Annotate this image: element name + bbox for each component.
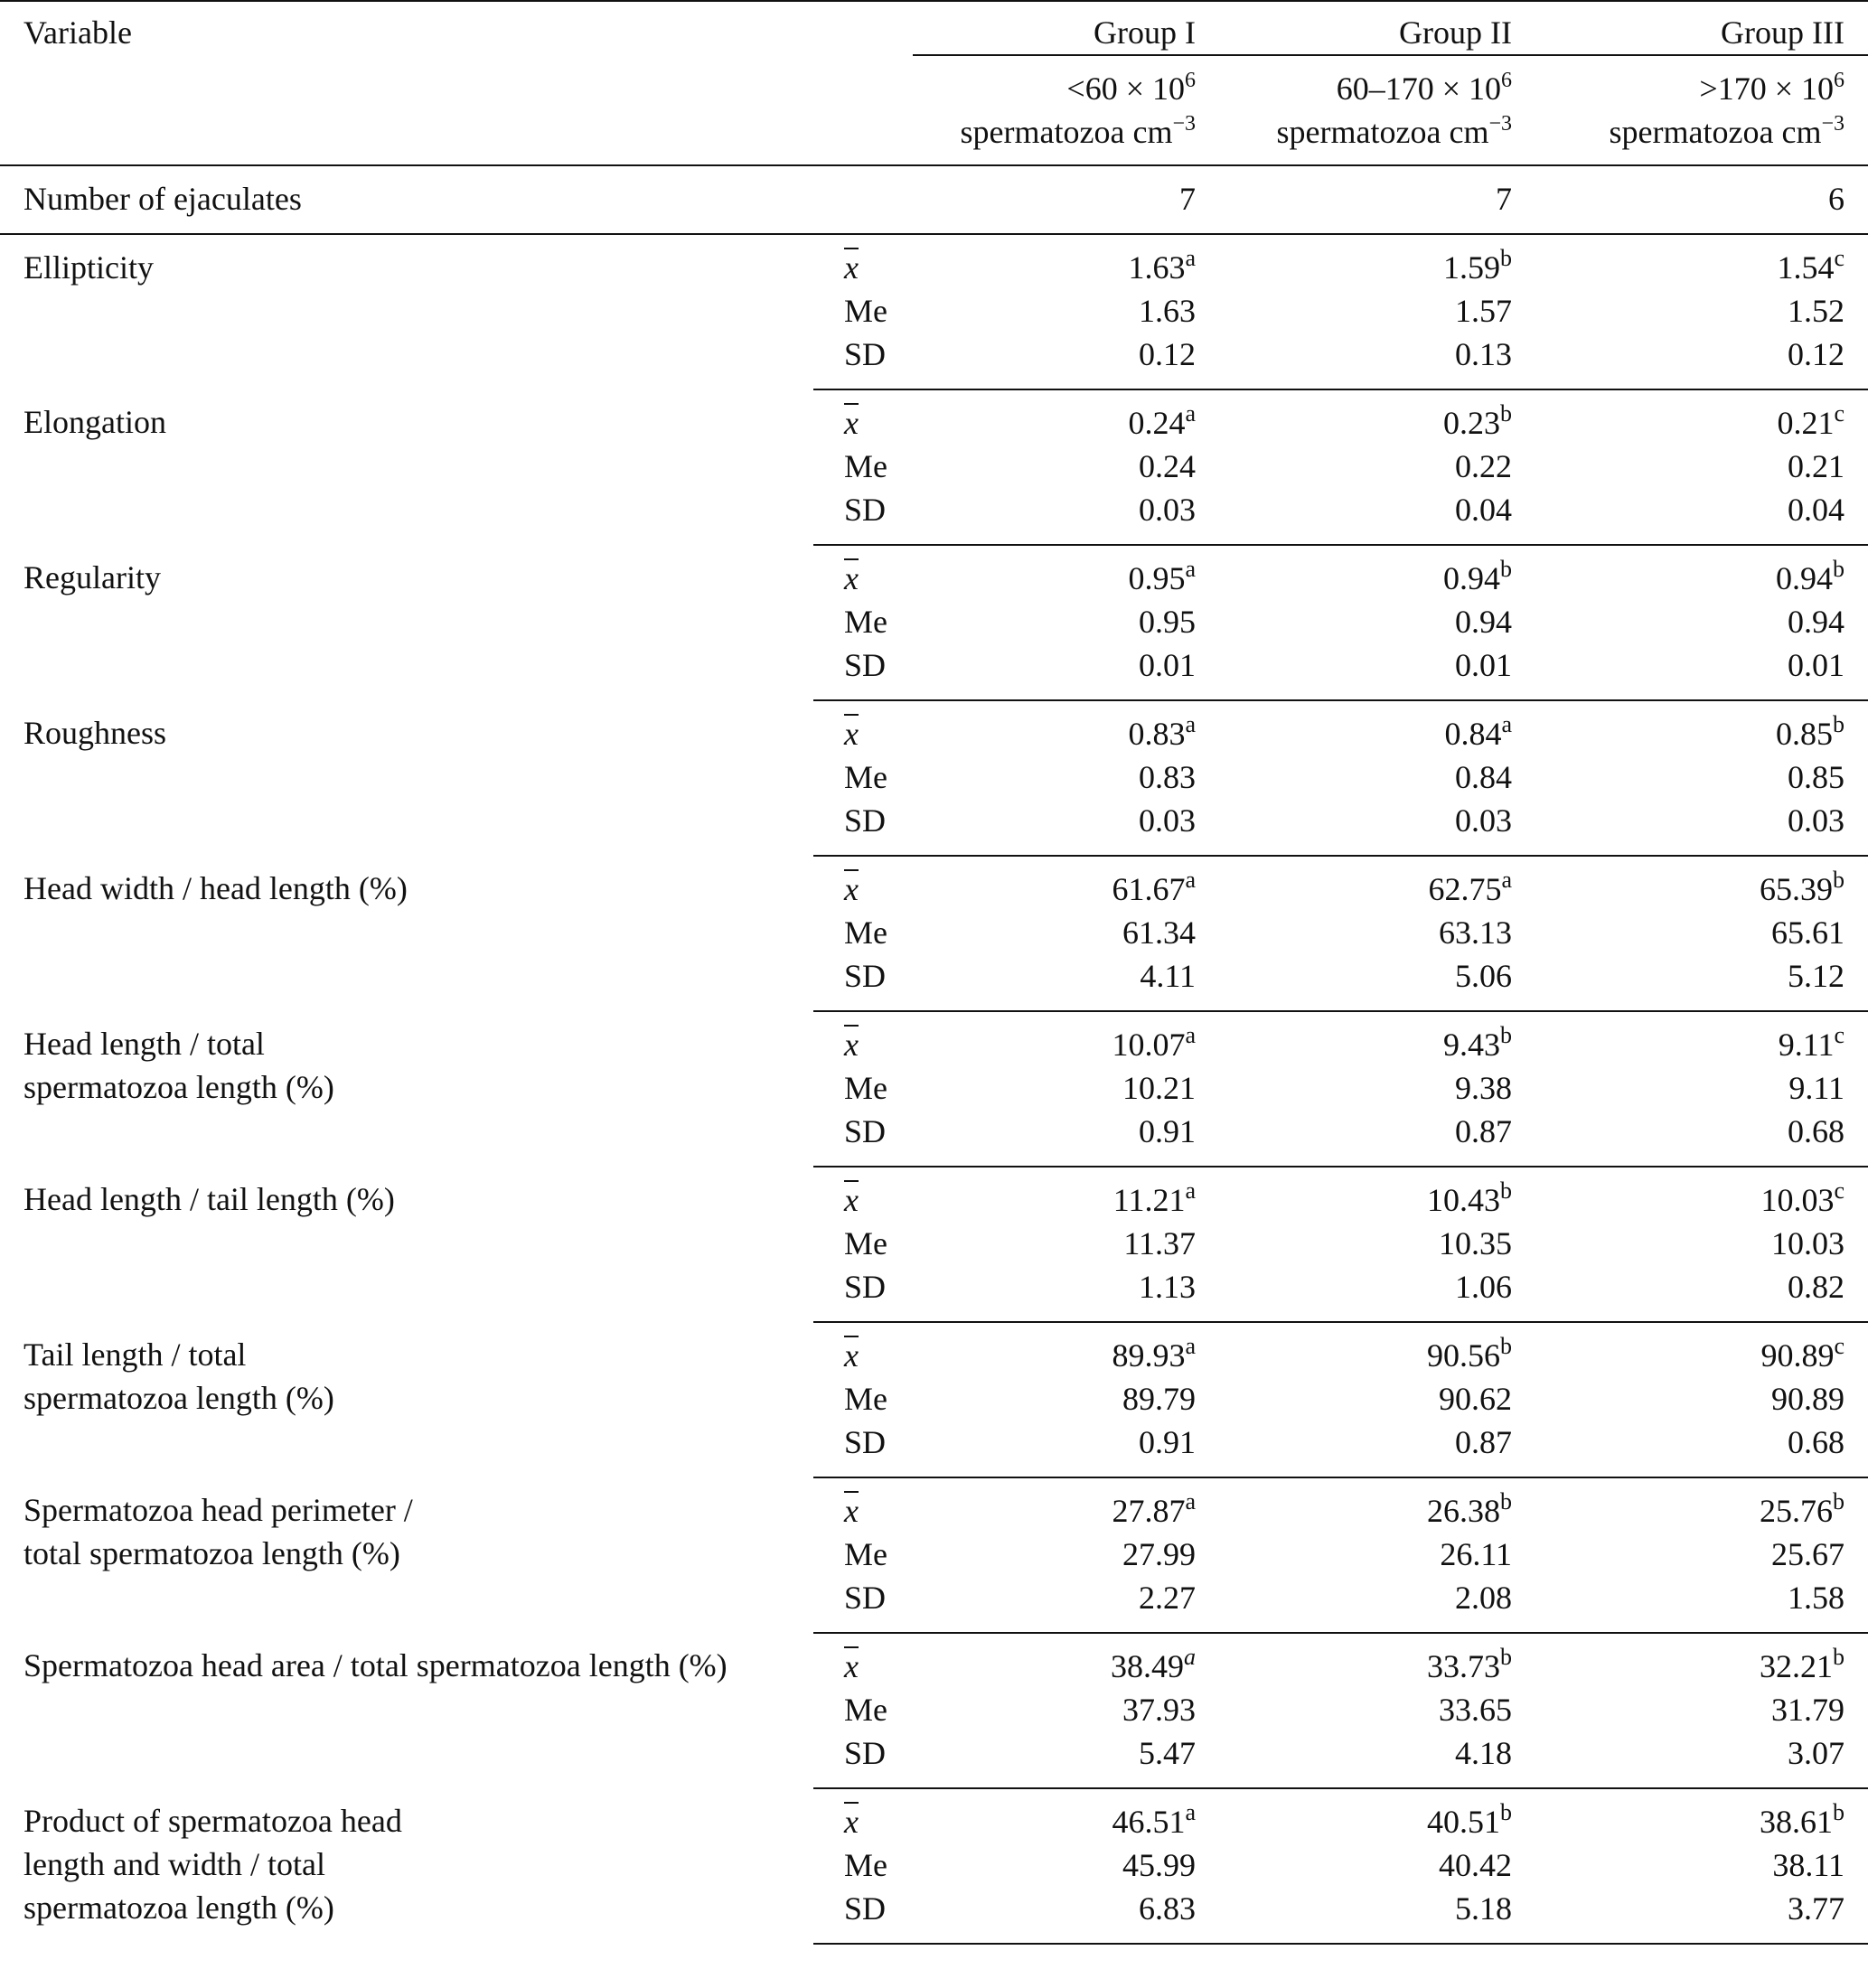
variable-label-line: length and width / total — [23, 1846, 325, 1882]
significance-letter: a — [1185, 1799, 1196, 1825]
significance-letter: b — [1500, 1333, 1512, 1359]
significance-letter: b — [1833, 1644, 1845, 1670]
mean-group-1: 0.83$^a$ — [1128, 711, 1196, 752]
mean-group-3: 90.89$^c$ — [1760, 1333, 1845, 1374]
significance-letter: b — [1833, 711, 1845, 737]
variable-row-mean — [0, 1477, 1868, 1533]
significance-letter: b — [1833, 867, 1845, 893]
significance-letter: b — [1500, 1022, 1512, 1048]
median-group-3: 9.11 — [1788, 1070, 1845, 1106]
header-row — [0, 2, 1868, 55]
sd-group-3: 0.68 — [1534, 1421, 1868, 1477]
variable-label-line: Tail length / total — [23, 1336, 247, 1373]
significance-letter: a — [1185, 1488, 1196, 1514]
mean-group-2: 9.43$^b$ — [1443, 1022, 1512, 1063]
stat-label-sd: SD — [813, 1731, 913, 1788]
mean-group-3: 38.61$^b$ — [1760, 1799, 1845, 1840]
significance-letter: b — [1833, 1488, 1845, 1514]
variable-label-line: Spermatozoa head perimeter / — [23, 1492, 413, 1528]
median-group-1: 1.63 — [1139, 293, 1196, 329]
significance-letter: a — [1185, 1333, 1196, 1359]
median-group-2: 63.13 — [1439, 914, 1512, 951]
median-group-3: 65.61 — [1771, 914, 1845, 951]
sd-group-3: 3.77 — [1534, 1887, 1868, 1944]
median-group-2: 0.22 — [1455, 448, 1512, 484]
stat-label-median: Me — [844, 1070, 887, 1106]
mean-group-2: 62.75$^a$ — [1428, 867, 1512, 907]
significance-letter: a — [1184, 1644, 1196, 1670]
variable-row-mean — [0, 700, 1868, 755]
median-group-2: 40.42 — [1439, 1847, 1512, 1883]
variable-label-line: spermatozoa length (%) — [23, 1890, 334, 1926]
significance-letter: c — [1834, 1333, 1845, 1359]
sd-group-3: 0.01 — [1534, 643, 1868, 700]
mean-group-1: 1.63$^a$ — [1128, 245, 1196, 286]
sd-group-1: 0.91 — [913, 1421, 1217, 1477]
sd-group-1: 5.47 — [913, 1731, 1217, 1788]
stat-label-mean: $\overline{x}$ — [844, 405, 859, 441]
stat-label-median: Me — [844, 448, 887, 484]
variable-row-mean — [0, 856, 1868, 911]
median-group-1: 0.24 — [1139, 448, 1196, 484]
stat-label-mean: $\overline{x}$ — [844, 1027, 859, 1063]
stat-label-sd: SD — [813, 488, 913, 545]
stat-label-sd: SD — [813, 1887, 913, 1944]
median-group-2: 0.84 — [1455, 759, 1512, 795]
stat-label-sd: SD — [813, 643, 913, 700]
variable-label — [0, 1788, 813, 1944]
variable-label-line: Product of spermatozoa head — [23, 1803, 402, 1839]
group-2-header: Group II — [1399, 14, 1512, 51]
ejaculates-row — [0, 165, 1868, 234]
variable-label — [0, 234, 813, 389]
mean-group-2: 10.43$^b$ — [1427, 1177, 1512, 1218]
median-group-2: 0.94 — [1455, 604, 1512, 640]
median-group-3: 0.85 — [1788, 759, 1845, 795]
median-group-3: 90.89 — [1771, 1381, 1845, 1417]
sd-group-3: 0.68 — [1534, 1110, 1868, 1167]
stat-label-sd: SD — [813, 799, 913, 856]
median-group-2: 9.38 — [1455, 1070, 1512, 1106]
stat-header-blank — [813, 2, 913, 55]
mean-group-1: 89.93$^a$ — [1112, 1333, 1196, 1374]
variable-label-line: Head length / total — [23, 1026, 265, 1062]
mean-group-3: 65.39$^b$ — [1760, 867, 1845, 907]
mean-group-3: 32.21$^b$ — [1760, 1644, 1845, 1684]
median-group-1: 11.37 — [1123, 1225, 1196, 1261]
median-group-1: 61.34 — [1122, 914, 1196, 951]
group-3-range: $>170 \times 10^6$ spermatozoa $cm^{-3}$ — [1534, 55, 1868, 165]
variable-label — [0, 700, 813, 856]
sd-group-1: 1.13 — [913, 1265, 1217, 1322]
median-group-1: 10.21 — [1122, 1070, 1196, 1106]
sd-group-3: 0.82 — [1534, 1265, 1868, 1322]
mean-group-2: 0.84$^a$ — [1444, 711, 1512, 752]
stat-label-sd: SD — [813, 1110, 913, 1167]
variable-label — [0, 389, 813, 545]
variable-label — [0, 545, 813, 700]
variable-row-mean — [0, 545, 1868, 600]
mean-group-1: 46.51$^a$ — [1112, 1799, 1196, 1840]
variable-row-mean — [0, 234, 1868, 289]
header-subrow — [0, 55, 1868, 165]
mean-group-2: 90.56$^b$ — [1427, 1333, 1512, 1374]
median-group-2: 33.65 — [1439, 1692, 1512, 1728]
stat-label-sd: SD — [813, 1421, 913, 1477]
median-group-2: 26.11 — [1440, 1536, 1512, 1572]
mean-group-1: 10.07$^a$ — [1112, 1022, 1196, 1063]
mean-group-3: 0.94$^b$ — [1776, 556, 1845, 596]
variable-label-line: Roughness — [23, 715, 167, 751]
mean-group-3: 9.11$^c$ — [1778, 1022, 1845, 1063]
sd-group-2: 1.06 — [1217, 1265, 1534, 1322]
significance-letter: a — [1185, 245, 1196, 271]
sd-group-1: 0.12 — [913, 333, 1217, 389]
variable-label — [0, 1633, 813, 1788]
sd-group-2: 4.18 — [1217, 1731, 1534, 1788]
variable-row-mean — [0, 1322, 1868, 1377]
significance-letter: b — [1500, 1644, 1512, 1670]
median-group-3: 0.21 — [1788, 448, 1845, 484]
sd-group-2: 0.87 — [1217, 1421, 1534, 1477]
sd-group-1: 4.11 — [913, 954, 1217, 1011]
sd-group-2: 5.06 — [1217, 954, 1534, 1011]
mean-group-3: 0.21$^c$ — [1777, 400, 1845, 441]
ejaculates-label: Number of ejaculates — [0, 165, 813, 234]
variable-row-mean — [0, 1633, 1868, 1688]
variable-row-mean — [0, 1011, 1868, 1066]
variable-label-line: Head length / tail length (%) — [23, 1181, 395, 1217]
median-group-2: 1.57 — [1455, 293, 1512, 329]
variable-label — [0, 1477, 813, 1633]
median-group-1: 45.99 — [1122, 1847, 1196, 1883]
significance-letter: a — [1501, 867, 1512, 893]
sd-group-2: 0.03 — [1217, 799, 1534, 856]
sd-group-2: 5.18 — [1217, 1887, 1534, 1944]
stat-label-sd: SD — [813, 333, 913, 389]
variable-label-line: Ellipticity — [23, 249, 154, 286]
mean-group-1: 11.21$^a$ — [1112, 1177, 1196, 1218]
median-group-3: 10.03 — [1771, 1225, 1845, 1261]
group-1-header: Group I — [1094, 14, 1196, 51]
significance-letter: c — [1834, 245, 1845, 271]
variable-header: Variable — [23, 14, 132, 51]
variable-label-line: total spermatozoa length (%) — [23, 1535, 400, 1571]
stat-label-mean: $\overline{x}$ — [844, 560, 859, 596]
stat-label-median: Me — [844, 1692, 887, 1728]
variable-label-line: Head width / head length (%) — [23, 870, 408, 906]
sd-group-3: 0.12 — [1534, 333, 1868, 389]
mean-group-1: 61.67$^a$ — [1112, 867, 1196, 907]
sd-group-1: 0.91 — [913, 1110, 1217, 1167]
median-group-1: 0.95 — [1139, 604, 1196, 640]
sd-group-2: 0.04 — [1217, 488, 1534, 545]
median-group-3: 38.11 — [1772, 1847, 1845, 1883]
variable-label — [0, 1011, 813, 1167]
significance-letter: c — [1834, 1022, 1845, 1048]
variable-label-line: spermatozoa length (%) — [23, 1380, 334, 1416]
mean-group-2: 40.51$^b$ — [1427, 1799, 1512, 1840]
stat-label-median: Me — [844, 759, 887, 795]
sd-group-3: 5.12 — [1534, 954, 1868, 1011]
mean-group-3: 10.03$^c$ — [1760, 1177, 1845, 1218]
significance-letter: a — [1185, 867, 1196, 893]
sd-group-2: 0.01 — [1217, 643, 1534, 700]
sd-group-1: 0.03 — [913, 488, 1217, 545]
stat-label-mean: $\overline{x}$ — [844, 1648, 859, 1684]
stat-label-mean: $\overline{x}$ — [844, 249, 859, 286]
group-3-header: Group III — [1721, 14, 1845, 51]
stat-label-mean: $\overline{x}$ — [844, 1182, 859, 1218]
sd-group-2: 2.08 — [1217, 1576, 1534, 1633]
ejaculates-group-1: 7 — [913, 165, 1217, 234]
stat-label-median: Me — [844, 914, 887, 951]
mean-group-1: 27.87$^a$ — [1112, 1488, 1196, 1529]
median-group-1: 89.79 — [1122, 1381, 1196, 1417]
variable-label-line: spermatozoa length (%) — [23, 1069, 334, 1105]
sd-group-1: 0.01 — [913, 643, 1217, 700]
mean-group-3: 25.76$^b$ — [1760, 1488, 1845, 1529]
significance-letter: b — [1500, 1488, 1512, 1514]
mean-group-2: 0.23$^b$ — [1443, 400, 1512, 441]
ejaculates-group-2: 7 — [1217, 165, 1534, 234]
significance-letter: a — [1185, 1022, 1196, 1048]
stat-label-mean: $\overline{x}$ — [844, 716, 859, 752]
sd-group-1: 2.27 — [913, 1576, 1217, 1633]
group-1-range: $<60 \times 10^6$ spermatozoa $cm^{-3}$ — [913, 55, 1217, 165]
sd-group-1: 0.03 — [913, 799, 1217, 856]
significance-letter: c — [1834, 400, 1845, 427]
stat-label-median: Me — [844, 1381, 887, 1417]
stat-label-sd: SD — [813, 1265, 913, 1322]
ejaculates-group-3: 6 — [1534, 165, 1868, 234]
mean-group-2: 1.59$^b$ — [1443, 245, 1512, 286]
significance-letter: c — [1834, 1177, 1845, 1204]
variable-row-mean — [0, 389, 1868, 445]
stat-label-sd: SD — [813, 954, 913, 1011]
stat-label-median: Me — [844, 1847, 887, 1883]
significance-letter: b — [1500, 556, 1512, 582]
sd-group-2: 0.87 — [1217, 1110, 1534, 1167]
median-group-2: 90.62 — [1439, 1381, 1512, 1417]
significance-letter: b — [1500, 400, 1512, 427]
significance-letter: b — [1833, 556, 1845, 582]
variable-label — [0, 1167, 813, 1322]
mean-group-3: 1.54$^c$ — [1777, 245, 1845, 286]
sd-group-3: 3.07 — [1534, 1731, 1868, 1788]
stat-label-median: Me — [844, 604, 887, 640]
mean-group-3: 0.85$^b$ — [1776, 711, 1845, 752]
variable-label-line: Spermatozoa head area / total spermatozoa length (%) — [23, 1647, 727, 1683]
mean-group-1: 38.49$^a$ — [1111, 1644, 1196, 1684]
significance-letter: b — [1500, 245, 1512, 271]
stat-label-median: Me — [844, 1225, 887, 1261]
median-group-2: 10.35 — [1439, 1225, 1512, 1261]
significance-letter: a — [1185, 1177, 1196, 1204]
stat-label-mean: $\overline{x}$ — [844, 1493, 859, 1529]
significance-letter: a — [1501, 711, 1512, 737]
median-group-1: 27.99 — [1122, 1536, 1196, 1572]
mean-group-1: 0.24$^a$ — [1128, 400, 1196, 441]
significance-letter: a — [1185, 556, 1196, 582]
stat-label-mean: $\overline{x}$ — [844, 1337, 859, 1374]
stat-label-mean: $\overline{x}$ — [844, 871, 859, 907]
significance-letter: a — [1185, 400, 1196, 427]
stat-label-mean: $\overline{x}$ — [844, 1804, 859, 1840]
variable-row-mean — [0, 1167, 1868, 1222]
mean-group-1: 0.95$^a$ — [1128, 556, 1196, 596]
significance-letter: a — [1185, 711, 1196, 737]
median-group-1: 0.83 — [1139, 759, 1196, 795]
median-group-1: 37.93 — [1122, 1692, 1196, 1728]
significance-letter: b — [1500, 1177, 1512, 1204]
mean-group-2: 0.94$^b$ — [1443, 556, 1512, 596]
sd-group-1: 6.83 — [913, 1887, 1217, 1944]
variable-label-line: Elongation — [23, 404, 166, 440]
sd-group-3: 1.58 — [1534, 1576, 1868, 1633]
median-group-3: 0.94 — [1788, 604, 1845, 640]
variable-label — [0, 856, 813, 1011]
sd-group-2: 0.13 — [1217, 333, 1534, 389]
median-group-3: 31.79 — [1771, 1692, 1845, 1728]
variable-row-mean — [0, 1788, 1868, 1843]
group-2-range: $60-170 \times 10^6$ spermatozoa $cm^{-3}$ — [1217, 55, 1534, 165]
variable-label — [0, 1322, 813, 1477]
stat-label-median: Me — [844, 293, 887, 329]
median-group-3: 1.52 — [1788, 293, 1845, 329]
stat-label-median: Me — [844, 1536, 887, 1572]
sd-group-3: 0.04 — [1534, 488, 1868, 545]
variable-label-line: Regularity — [23, 559, 161, 595]
significance-letter: b — [1500, 1799, 1512, 1825]
mean-group-2: 33.73$^b$ — [1427, 1644, 1512, 1684]
mean-group-2: 26.38$^b$ — [1427, 1488, 1512, 1529]
sd-group-3: 0.03 — [1534, 799, 1868, 856]
stat-label-sd: SD — [813, 1576, 913, 1633]
median-group-3: 25.67 — [1771, 1536, 1845, 1572]
significance-letter: b — [1833, 1799, 1845, 1825]
